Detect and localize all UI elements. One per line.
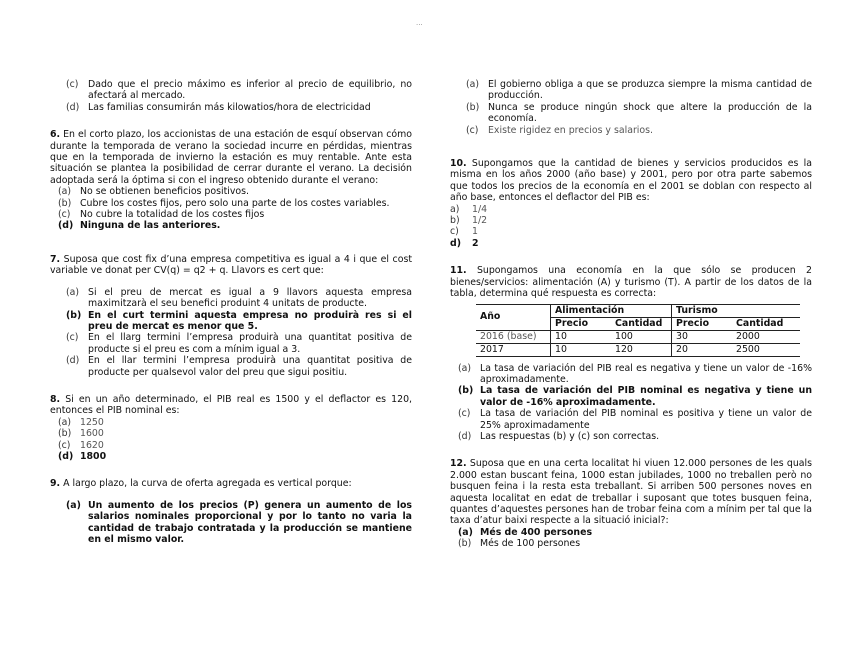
question-text: Suposa que en una certa localitat hi viuen 12.000 persones de les quals 2.000 estan buscant feina, 1000 estan jubilades, 1000 no treballen però no busquen feina i la resta esta treballant. Si arriben 500 persones noves en aquesta localitat en edat de treballar i suposant que totes busquen feina, quantes d’aquestes persones han de trobar feina com a mínim per tal que la taxa d’atur baixi respecte a la situació inicial?: bbox=[450, 458, 812, 527]
option-text: Nunca se produce ningún shock que altere la producción de la economía. bbox=[488, 101, 812, 125]
q9-option-d bbox=[450, 125, 812, 136]
option-text: El gobierno obliga a que se produzca siempre la misma cantidad de producción. bbox=[488, 79, 812, 102]
q7-option-b bbox=[50, 310, 412, 333]
option-label: (b) bbox=[58, 428, 72, 440]
q10-option-d bbox=[450, 238, 812, 249]
question-text: Supongamos una economía en la que sólo se producen 2 bienes/servicios: alimentación (A) y turismo (T). A partir de los datos de la tabla, determina qué respuesta es correcta: bbox=[450, 265, 812, 300]
question-number: 7. bbox=[50, 253, 61, 265]
q6-option-d bbox=[50, 220, 412, 231]
question-text: Suposa que cost fix d’una empresa competitiva es igual a 4 i que el cost variable ve donat per CV(q) = q2 + q. Llavors es cert que: bbox=[50, 253, 413, 277]
q11-option-c bbox=[450, 408, 812, 431]
option-text: 1600 bbox=[80, 428, 104, 440]
question-number: 12. bbox=[450, 458, 467, 470]
table-cell: 120 bbox=[611, 343, 672, 356]
q11-option-a bbox=[450, 363, 812, 386]
option-text: En el curt termini aquesta empresa no produirà res si el preu de mercat es menor que 5. bbox=[88, 309, 412, 332]
option-label: (c) bbox=[458, 408, 471, 420]
sub-header: Precio bbox=[672, 317, 733, 330]
q5-option-c bbox=[50, 79, 412, 102]
option-label: (b) bbox=[466, 101, 480, 113]
option-label: (d) bbox=[58, 450, 74, 462]
table-cell: 20 bbox=[672, 343, 733, 356]
question-number: 9. bbox=[50, 478, 61, 490]
option-label: (b) bbox=[458, 538, 472, 550]
group-tourism-header: Turismo bbox=[672, 304, 801, 317]
q10-option-b bbox=[450, 215, 812, 226]
sub-header: Precio bbox=[551, 317, 612, 330]
right-column bbox=[450, 79, 812, 550]
option-label: (b) bbox=[458, 385, 474, 397]
question-9 bbox=[50, 478, 412, 489]
option-text: La tasa de variación del PIB nominal es negativa y tiene un valor de -16% aproximadamente. bbox=[480, 385, 812, 408]
question-12 bbox=[450, 458, 812, 526]
year-header: Año bbox=[476, 304, 551, 330]
q8-option-c bbox=[50, 440, 412, 451]
table-row bbox=[476, 343, 800, 356]
q11-option-b bbox=[450, 385, 812, 408]
year-cell: 2017 bbox=[476, 343, 551, 356]
option-text: Més de 100 persones bbox=[480, 538, 581, 550]
option-label: (c) bbox=[66, 332, 79, 344]
question-10 bbox=[450, 158, 812, 204]
q12-option-a bbox=[450, 527, 812, 538]
q9-option-c bbox=[450, 102, 812, 125]
option-text: La tasa de variación del PIB nominal es positiva y tiene un valor de 25% aproximadamente bbox=[480, 408, 812, 431]
q8-option-a bbox=[50, 417, 412, 428]
option-label: (a) bbox=[458, 362, 472, 374]
table-cell: 2500 bbox=[732, 343, 800, 356]
option-text: Dado que el precio máximo es inferior al precio de equilibrio, no afectará al mercado. bbox=[88, 79, 412, 102]
option-label: (c) bbox=[466, 124, 479, 136]
question-number: 6. bbox=[50, 129, 61, 141]
q10-option-c bbox=[450, 226, 812, 237]
page-mark: ··· bbox=[416, 21, 423, 29]
q11-option-d bbox=[450, 431, 812, 442]
option-text: No cubre la totalidad de los costes fijos bbox=[80, 209, 265, 221]
option-label: (c) bbox=[58, 209, 71, 221]
sub-header: Cantidad bbox=[611, 317, 672, 330]
option-text: En el llar termini l’empresa produirà una quantitat positiva de producte per qualsevol valor del preu que sigui positiu. bbox=[88, 355, 412, 378]
option-text: Existe rigidez en precios y salarios. bbox=[488, 124, 654, 136]
option-text: En el llarg termini l’empresa produirà una quantitat positiva de producte si el preu es com a mínim igual a 3. bbox=[88, 332, 412, 355]
option-label: (a) bbox=[58, 416, 72, 428]
option-text: 2 bbox=[472, 237, 479, 249]
question-number: 11. bbox=[450, 265, 467, 277]
option-text: No se obtienen beneficios positivos. bbox=[80, 186, 250, 198]
option-text: Un aumento de los precios (P) genera un aumento de los salarios nominales proporcional y por lo tanto no varia la cantidad de trabajo contratada y la producción se mantiene en el mismo valor. bbox=[88, 499, 412, 545]
gdp-table bbox=[476, 304, 800, 357]
option-text: 1/4 bbox=[472, 203, 488, 215]
option-text: Cubre los costes fijos, pero solo una parte de los costes variables. bbox=[80, 197, 390, 209]
option-label: (d) bbox=[58, 220, 74, 232]
option-text: 1620 bbox=[80, 439, 104, 451]
group-food-header: Alimentación bbox=[551, 304, 672, 317]
question-6 bbox=[50, 129, 412, 186]
q12-option-b bbox=[450, 538, 812, 549]
option-label: (b) bbox=[66, 309, 82, 321]
q5-option-d bbox=[50, 102, 412, 113]
table-cell: 10 bbox=[551, 343, 612, 356]
option-label: (d) bbox=[66, 101, 80, 113]
option-text: Ninguna de las anteriores. bbox=[80, 220, 221, 232]
option-label: (b) bbox=[58, 197, 72, 209]
q9-option-b bbox=[450, 79, 812, 102]
option-label: c) bbox=[450, 226, 459, 238]
question-11 bbox=[450, 265, 812, 299]
option-text: Las respuestas (b) y (c) son correctas. bbox=[480, 430, 660, 442]
sub-header: Cantidad bbox=[732, 317, 800, 330]
question-number: 8. bbox=[50, 393, 61, 405]
table-cell: 2000 bbox=[736, 330, 760, 342]
option-text: 1250 bbox=[80, 416, 104, 428]
option-text: Las familias consumirán más kilowatios/hora de electricidad bbox=[88, 101, 371, 113]
q6-option-b bbox=[50, 198, 412, 209]
q7-option-c bbox=[50, 332, 412, 355]
option-text: La tasa de variación del PIB real es negativa y tiene un valor de -16% aproximadamente. bbox=[480, 362, 812, 385]
option-label: a) bbox=[450, 203, 460, 215]
question-text: Si en un año determinado, el PIB real es 1500 y el deflactor es 120, entonces el PIB nominal es: bbox=[50, 393, 413, 417]
option-text: Si el preu de mercat es igual a 9 llavors aquesta empresa maximitzarà el seu benefici produint 4 unitats de producte. bbox=[88, 286, 412, 310]
question-7 bbox=[50, 254, 412, 277]
q6-option-c bbox=[50, 209, 412, 220]
q10-option-a bbox=[450, 204, 812, 215]
option-label: (a) bbox=[458, 526, 473, 538]
option-text: 1800 bbox=[80, 450, 107, 462]
table-row bbox=[476, 330, 800, 343]
option-label: (c) bbox=[66, 79, 79, 90]
option-label: (d) bbox=[66, 355, 80, 367]
q7-option-d bbox=[50, 355, 412, 378]
q9-option-a bbox=[50, 500, 412, 546]
q8-option-d bbox=[50, 451, 412, 462]
question-text: En el corto plazo, los accionistas de una estación de esquí observan cómo durante la temporada de verano la sociedad incurre en pérdidas, mientras que en la temporada de invierno la estación es muy rentable. Ante esta situación se plantea la posibilidad de cerrar durante el verano. La decisión adoptada será la óptima si con el ingreso obtenido durante el verano: bbox=[50, 129, 413, 186]
option-text: 1 bbox=[472, 226, 478, 238]
q6-option-a bbox=[50, 186, 412, 197]
q7-option-a bbox=[50, 287, 412, 310]
option-label: (a) bbox=[66, 286, 80, 298]
option-label: b) bbox=[450, 215, 460, 227]
question-text: A largo plazo, la curva de oferta agregada es vertical porque: bbox=[63, 478, 352, 490]
q8-option-b bbox=[50, 428, 412, 439]
option-text: Més de 400 persones bbox=[480, 526, 593, 538]
option-label: (a) bbox=[466, 79, 480, 90]
table-cell: 10 bbox=[551, 330, 612, 343]
table-cell: 30 bbox=[672, 330, 733, 343]
option-label: (a) bbox=[58, 186, 72, 198]
question-text: Supongamos que la cantidad de bienes y servicios producidos es la misma en los años 2000 (año base) y 2001, pero por otra parte sabemos que todos los precios de la economía en el 2001 se doblan con respecto al año base, entonces el deflactor del PIB es: bbox=[450, 158, 812, 204]
table-cell: 100 bbox=[615, 330, 633, 342]
option-label: (a) bbox=[66, 499, 81, 511]
option-label: (c) bbox=[58, 439, 71, 451]
question-number: 10. bbox=[450, 158, 467, 170]
left-column bbox=[50, 79, 412, 545]
year-cell: 2016 (base) bbox=[480, 330, 537, 342]
option-label: d) bbox=[450, 237, 461, 249]
question-8 bbox=[50, 394, 412, 417]
option-label: (d) bbox=[458, 430, 472, 442]
option-text: 1/2 bbox=[472, 215, 488, 227]
